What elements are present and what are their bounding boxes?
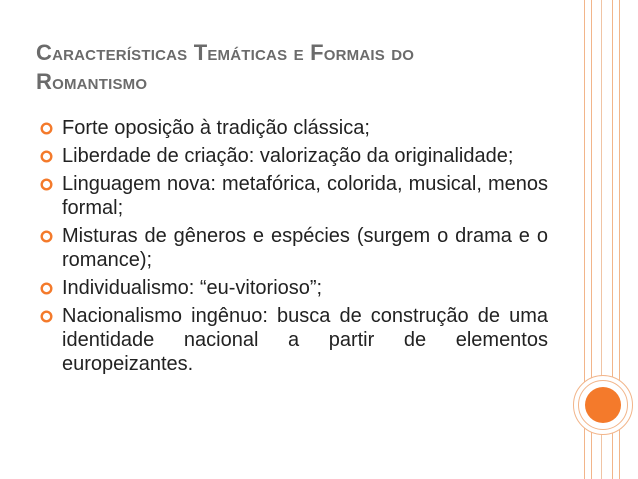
slide-title-line-1: Características Temáticas e Formais do [36, 40, 415, 65]
bullet-text: Individualismo: “eu-vitorioso”; [62, 277, 323, 299]
decorative-orange-dot [585, 387, 621, 423]
slide-title-line-2: Romantismo [36, 69, 148, 94]
bullet-item [36, 144, 548, 168]
bullet-text: Liberdade de criação: valorização da originalidade; [62, 145, 514, 167]
slide-title [36, 38, 556, 96]
bullet-item [36, 224, 548, 272]
bullet-text: Misturas de gêneros e espécies (surgem o drama e o romance); [62, 225, 548, 271]
bullet-text: Forte oposição à tradição clássica; [62, 117, 370, 139]
orange-ring-bullet-icon [40, 178, 53, 191]
orange-ring-bullet-icon [40, 122, 53, 135]
bullet-text: Linguagem nova: metafórica, colorida, musical, menos formal; [62, 173, 548, 219]
bullet-list [36, 116, 548, 380]
bullet-item [36, 304, 548, 376]
orange-ring-bullet-icon [40, 230, 53, 243]
bullet-item [36, 172, 548, 220]
orange-ring-bullet-icon [40, 150, 53, 163]
bullet-text: Nacionalismo ingênuo: busca de construção de uma identidade nacional a partir de elementos europeizantes. [62, 305, 548, 375]
bullet-item [36, 116, 548, 140]
orange-ring-bullet-icon [40, 282, 53, 295]
bullet-item [36, 276, 548, 300]
orange-ring-bullet-icon [40, 310, 53, 323]
